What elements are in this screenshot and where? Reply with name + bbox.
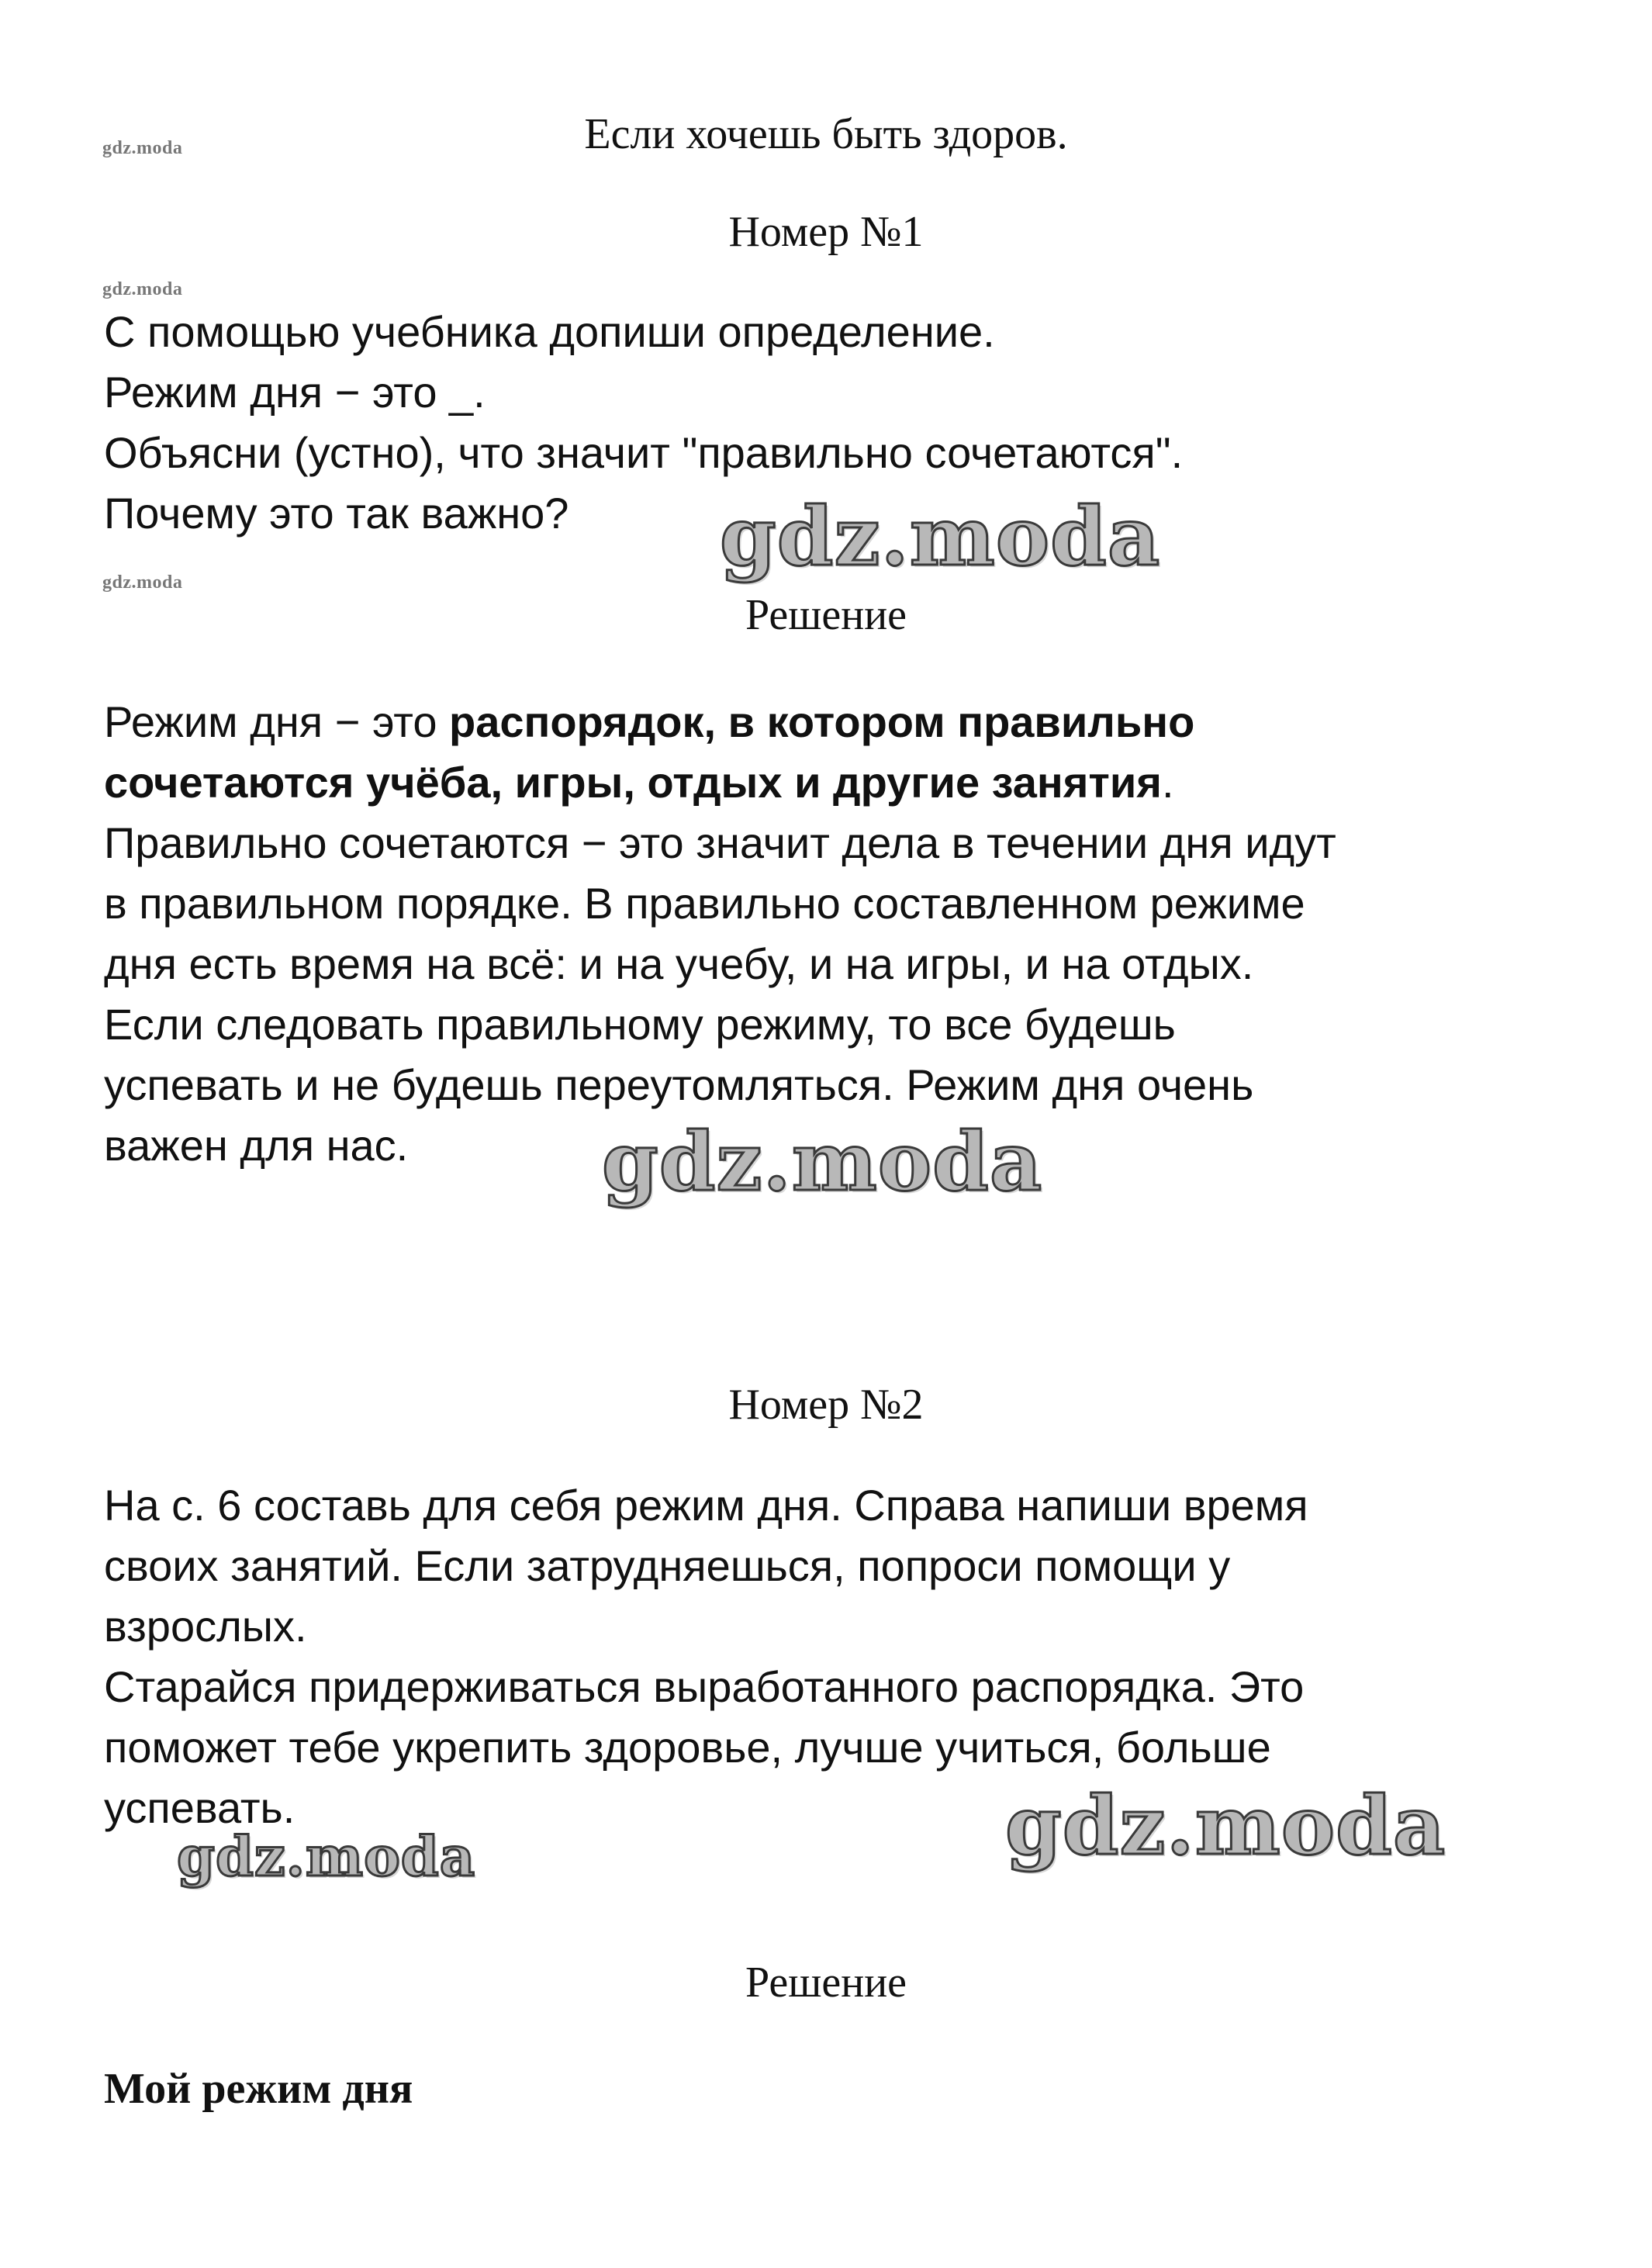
section1-solution-heading: Решение <box>745 591 907 639</box>
section1-answer-line <box>104 755 1174 810</box>
watermark-large: gdz.moda <box>602 1114 1043 1209</box>
answer-suffix: . <box>1161 758 1174 807</box>
section1-answer-line: дня есть время на всё: и на учебу, и на игры, и на отдых. <box>104 939 1254 988</box>
section2-task-line: успевать. <box>104 1783 295 1832</box>
section1-task-line: Почему это так важно? <box>104 489 569 538</box>
answer-definition-bold: распорядок, в котором правильно <box>449 697 1195 746</box>
watermark-small: gdz.moda <box>102 572 183 593</box>
section2-task-line: поможет тебе укрепить здоровье, лучше учиться, больше <box>104 1723 1271 1772</box>
section1-answer-line: важен для нас. <box>104 1121 409 1170</box>
section2-solution-heading: Решение <box>745 1959 907 2007</box>
section1-answer-line <box>104 695 1194 749</box>
section2-heading: Номер №2 <box>728 1381 924 1429</box>
section1-task-line: Объясни (устно), что значит "правильно сочетаются". <box>104 428 1184 477</box>
page-title: Если хочешь быть здоров. <box>584 110 1068 158</box>
section1-answer-line: Если следовать правильному режиму, то все будешь <box>104 1000 1176 1049</box>
watermark-small: gdz.moda <box>102 138 183 158</box>
section2-task-line: Старайся придерживаться выработанного распорядка. Это <box>104 1662 1305 1711</box>
section1-answer-line: Правильно сочетаются − это значит дела в течении дня идут <box>104 818 1336 867</box>
section1-task-line: Режим дня − это _. <box>104 368 486 417</box>
answer-prefix: Режим дня − это <box>104 697 450 746</box>
watermark-small: gdz.moda <box>102 279 183 299</box>
watermark-large: gdz.moda <box>177 1824 476 1889</box>
answer-definition-bold: сочетаются учёба, игры, отдых и другие занятия <box>104 758 1162 807</box>
section1-heading: Номер №1 <box>728 208 924 256</box>
section2-answer-title: Мой режим дня <box>104 2065 413 2113</box>
section1-answer-line: в правильном порядке. В правильно составленном режиме <box>104 879 1305 928</box>
section2-task-line: На с. 6 составь для себя режим дня. Справа напиши время <box>104 1481 1308 1530</box>
watermark-large: gdz.moda <box>720 489 1161 584</box>
section1-task-line: С помощью учебника допиши определение. <box>104 307 995 356</box>
section2-task-line: своих занятий. Если затрудняешься, попроси помощи у <box>104 1541 1231 1590</box>
section1-answer-line: успевать и не будешь переутомляться. Режим дня очень <box>104 1060 1254 1109</box>
section2-task-line: взрослых. <box>104 1602 307 1651</box>
watermark-large: gdz.moda <box>1005 1778 1446 1873</box>
